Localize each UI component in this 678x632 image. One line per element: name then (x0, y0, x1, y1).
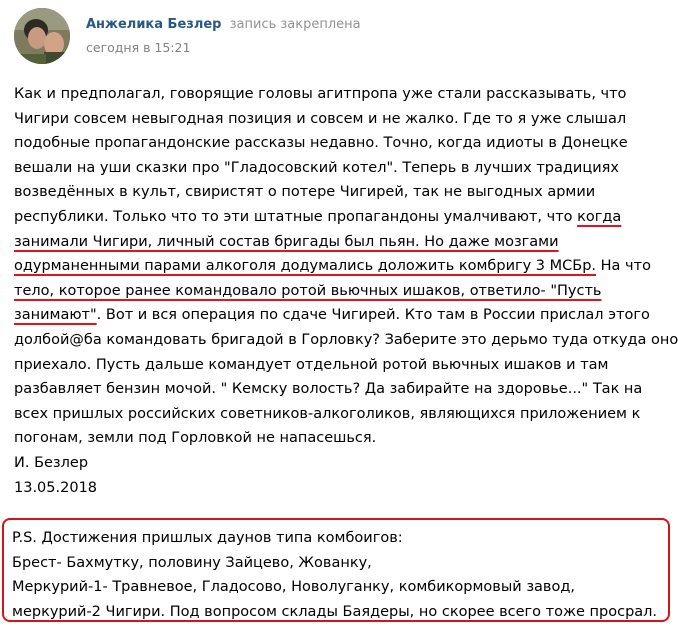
post-line (14, 205, 672, 230)
pinned-note: запись закреплена (229, 17, 361, 32)
underlined-text: одурманенными парами алкоголя додумались доложить комбригу 3 МСБр. (14, 258, 597, 275)
post-text (14, 82, 678, 500)
post-line: всех пришлых российских советников-алкоголиков, являющихся приложением к (14, 405, 641, 422)
post-line: вешали на уши сказки про "Гладосовский котел". Теперь в лучших традициях (14, 159, 619, 176)
post-header (14, 8, 654, 64)
post-text-segment: На что (596, 258, 651, 275)
ps-line: меркурий-2 Чигири. Под вопросом склады Баядеры, но скорее всего тоже просрал. (12, 603, 658, 620)
post-line: долбой@ба командовать бригадой в Горловку? Заберите это дерьмо туда откуда оно (14, 331, 678, 348)
post-date[interactable]: сегодня в 15:21 (86, 40, 191, 55)
underlined-text: занимали Чигири, личный состав бригады был пьян. Но даже мозгами (14, 233, 559, 250)
post-line (14, 303, 672, 328)
avatar[interactable] (14, 8, 70, 64)
post-line (14, 279, 672, 304)
post-line: подобные пропагандонские рассказы недавно. Точно, когда идиоты в Донецке (14, 135, 628, 152)
ps-text (12, 526, 657, 624)
avatar-photo (14, 8, 70, 64)
author-name-link[interactable]: Анжелика Безлер (86, 17, 222, 32)
post-line: возведённых в культ, свиристят о потере Чигирей, так не выгодных армии (14, 184, 596, 201)
underlined-text: когда (577, 208, 622, 225)
post-line: разбавляет бензин мочой. " Кемску волость? Да забирайте на здоровье..." Так на (14, 381, 643, 398)
post-text-segment: республики. Только что то эти штатные пропагандоны умалчивают, что (14, 208, 578, 225)
post-line: Как и предполагал, говорящие головы агитпропа уже стали рассказывать, что (14, 86, 627, 102)
signature-line: И. Безлер (14, 454, 89, 471)
ps-line: Меркурий-1- Травневое, Гладосово, Новолуганку, комбикормовый завод, (12, 579, 575, 596)
underlined-text: тело, которое ранее командовало ротой вьючных ишаков, ответило- "Пусть (14, 282, 602, 299)
ps-line: P.S. Достижения пришлых даунов типа комбоигов: (12, 530, 403, 546)
ps-line: Брест- Бахмутку, половину Зайцево, Жованку, (12, 554, 372, 571)
post-text-segment: . Вот и вся операция по сдаче Чигирей. Кто там в России прислал этого (96, 307, 650, 324)
ps-highlight-box (2, 518, 670, 622)
underlined-text: занимают" (14, 307, 97, 324)
post-line: Чигири совсем невыгодная позиция и совсем и не жалко. Где то я уже слышал (14, 110, 627, 127)
post-line (14, 230, 672, 255)
post-line (14, 254, 672, 279)
signature-date: 13.05.2018 (14, 479, 98, 496)
post-line: приехало. Пусть дальше командует отдельной ротой вьючных ишаков и там (14, 356, 609, 373)
author-line (86, 17, 361, 32)
post-line: погонам, земли под Горловкой не напасешься. (14, 430, 377, 447)
